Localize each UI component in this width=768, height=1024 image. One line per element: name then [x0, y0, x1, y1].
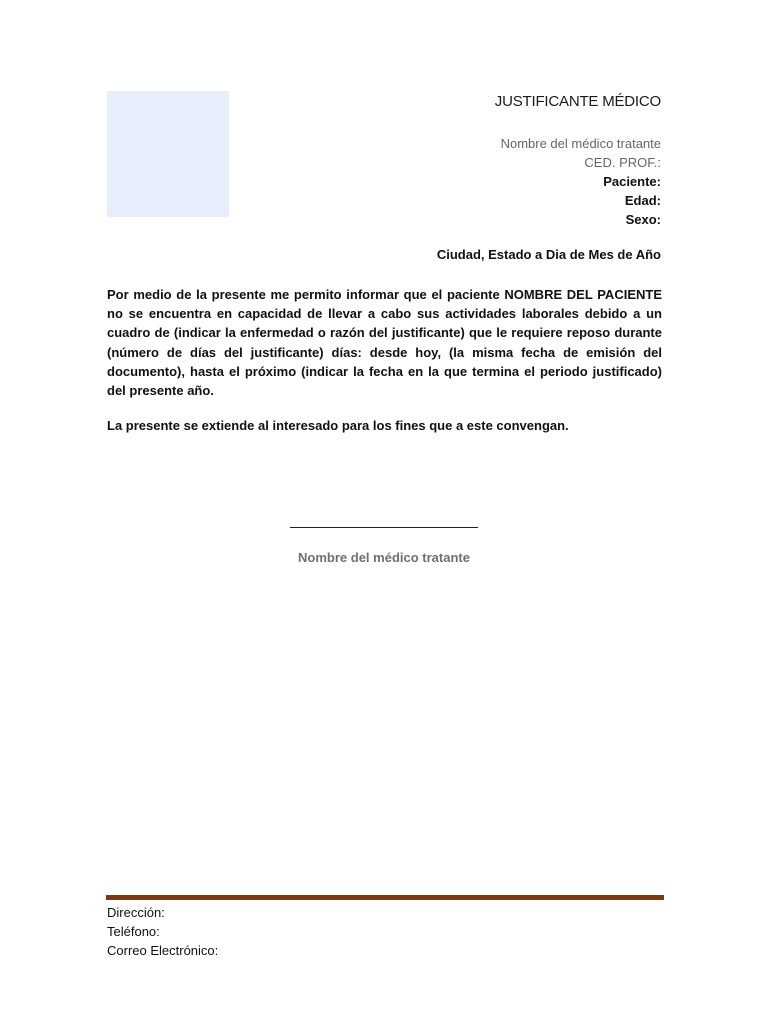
- patient-label: Paciente:: [603, 174, 661, 189]
- date-line: Ciudad, Estado a Dia de Mes de Año: [436, 247, 661, 262]
- doctor-name: Nombre del médico tratante: [500, 136, 661, 151]
- document-title: JUSTIFICANTE MÉDICO: [494, 93, 661, 110]
- doctor-header-info: [501, 134, 661, 229]
- closing-sentence: La presente se extiende al interesado para los fines que a este convengan.: [107, 418, 569, 433]
- footer-email-label: Correo Electrónico:: [107, 943, 219, 958]
- sex-label: Sexo:: [625, 212, 661, 227]
- ced-prof-label: CED. PROF.:: [584, 155, 661, 170]
- body-paragraph: Por medio de la presente me permito informar que el paciente NOMBRE DEL PACIENTE no se encuentra en capacidad de llevar a cabo sus actividades laborales debido a un cuadro de (indicar la enfermedad o razón del justificante) que le requiere reposo durante (número de días del justificante) días: desde hoy, (la misma fecha de emisión del documento), hasta el próximo (indicar la fecha en la que termina el periodo justificado) del presente año.: [107, 287, 662, 399]
- signature-line: [290, 527, 478, 528]
- footer-address-label: Dirección:: [107, 905, 165, 920]
- logo-placeholder: [107, 91, 229, 217]
- signature-name: Nombre del médico tratante: [298, 550, 470, 565]
- age-label: Edad:: [624, 193, 661, 208]
- footer-contact: [107, 903, 218, 960]
- footer-phone-label: Teléfono:: [107, 924, 160, 939]
- footer-divider: [106, 895, 664, 900]
